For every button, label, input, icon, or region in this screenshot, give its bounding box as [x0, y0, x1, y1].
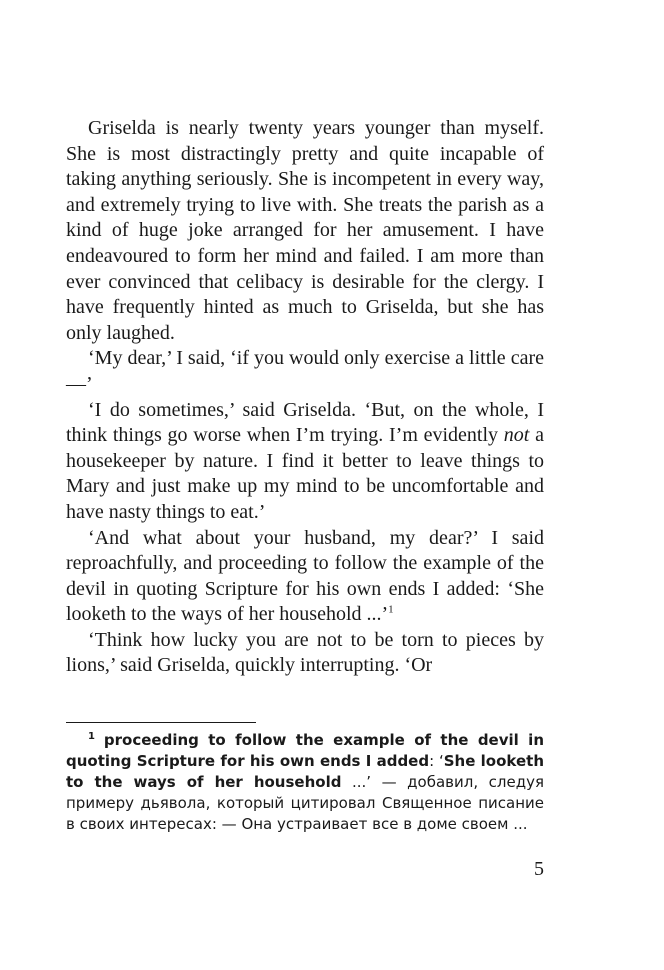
footnote-bold-phrase-2: She looketh to the ways of her household: [66, 752, 544, 791]
paragraph-1: [66, 116, 544, 346]
paragraph-4-text: ‘And what about your husband, my dear?’ I said reproachfully, and proceeding to follow the example of the devil in quoting Scripture for his own ends I added: ‘She looketh to the ways of her household ...’: [66, 526, 544, 626]
book-page: [66, 0, 544, 970]
paragraph-3-emphasis: not: [503, 424, 530, 447]
paragraph-3: [66, 398, 544, 526]
footnote-translation: ...’ — добавил, следуя примеру дьявола, который цитировал Священное писание в своих интересах: — Она устраивает все в доме своем ...: [66, 773, 544, 833]
footnote-bold-phrase-1: proceeding to follow the example of the devil in quoting Scripture for his own ends I added: [66, 731, 544, 770]
paragraph-5: [66, 628, 544, 679]
page-number: 5: [534, 858, 544, 880]
footnote-reference[interactable]: 1: [388, 603, 394, 616]
paragraph-2-text: ‘My dear,’ I said, ‘if you would only exercise a little care —’: [66, 347, 544, 395]
footnote-colon: : ‘: [429, 752, 444, 770]
paragraph-5-text: ‘Think how lucky you are not to be torn to pieces by lions,’ said Griselda, quickly interrupting. ‘Or: [66, 628, 544, 677]
footnote-divider: [66, 722, 256, 723]
body-text: [66, 116, 544, 679]
paragraph-2: [66, 346, 544, 397]
footnote: [66, 730, 544, 835]
paragraph-4: [66, 526, 544, 628]
footnote-number: 1: [88, 731, 95, 742]
paragraph-3-text-after: a housekeeper by nature. I find it better to leave things to Mary and just make up my mind to be uncomfortable and have nasty things to eat.’: [66, 424, 544, 523]
paragraph-3-text-before: ‘I do sometimes,’ said Griselda. ‘But, on the whole, I think things go worse when I’m trying. I’m evidently: [66, 398, 544, 447]
paragraph-1-text: Griselda is nearly twenty years younger than myself. She is most distractingly pretty and quite incapable of taking anything seriously. She is incompetent in every way, and extremely trying to live with. She treats the parish as a kind of huge joke arranged for her amusement. I have endeavoured to form her mind and failed. I am more than ever convinced that celibacy is desirable for the clergy. I have frequently hinted as much to Griselda, but she has only laughed.: [66, 117, 544, 344]
